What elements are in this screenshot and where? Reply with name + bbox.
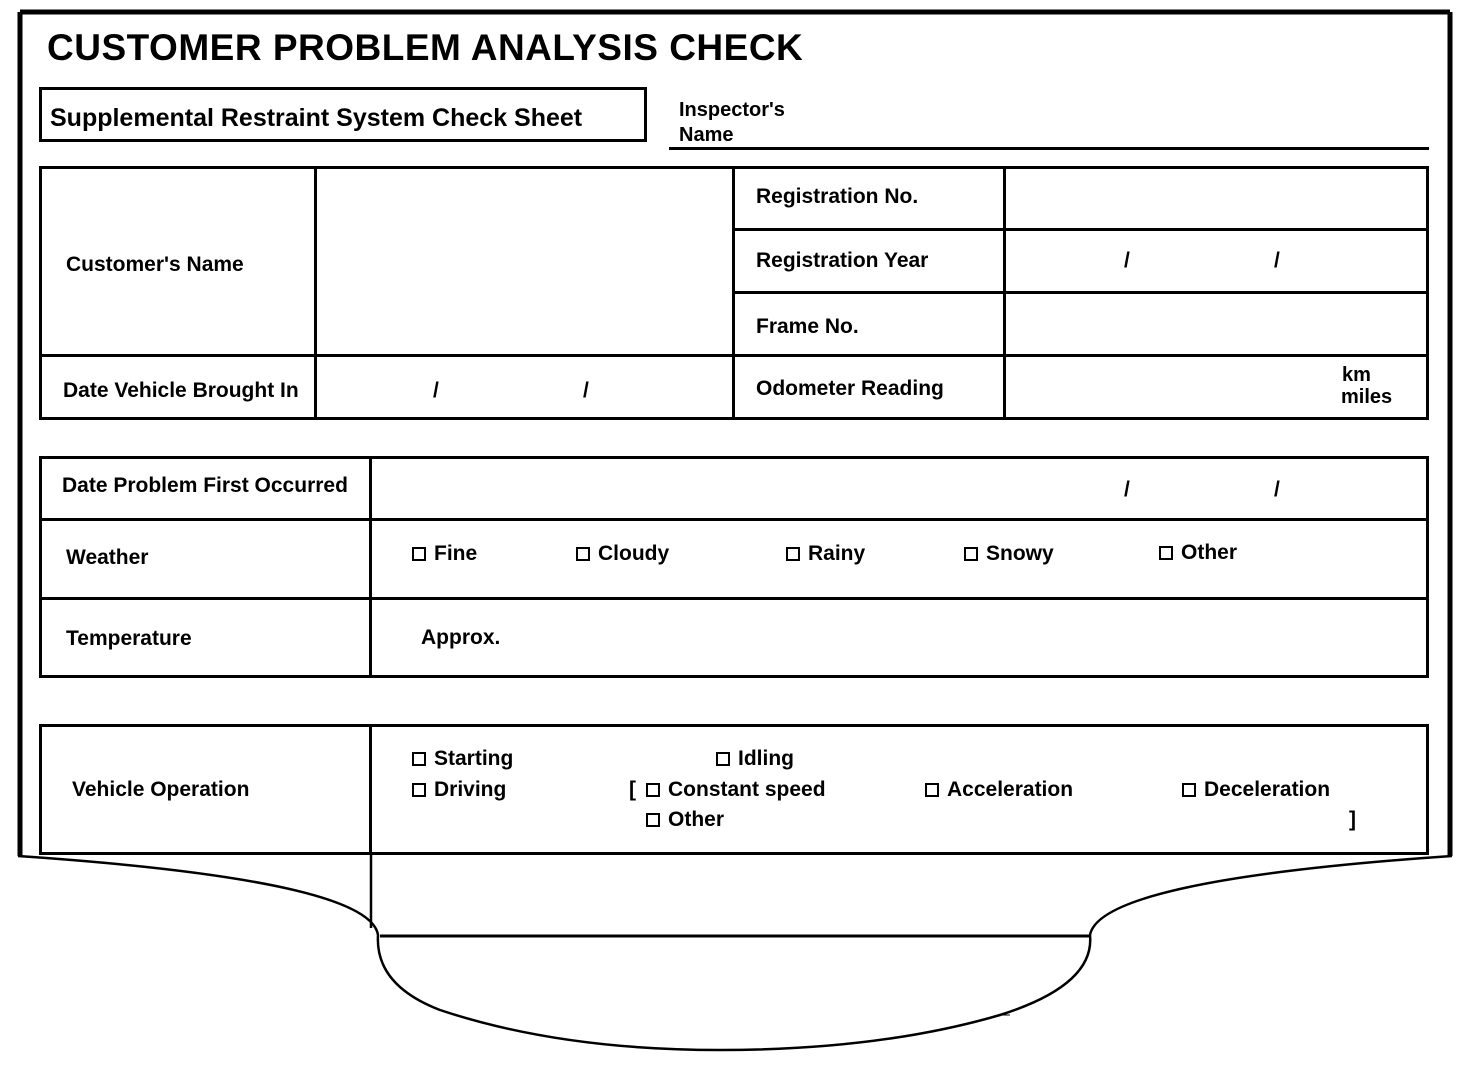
- subtitle: Supplemental Restraint System Check Sheet: [50, 104, 583, 132]
- option-label: Constant speed: [668, 778, 826, 801]
- unit-km: km: [1342, 364, 1371, 386]
- registration-year-label: Registration Year: [756, 249, 929, 272]
- registration-no-field[interactable]: [1007, 169, 1427, 227]
- divider: [39, 852, 1429, 855]
- date-first-occurred-label: Date Problem First Occurred: [62, 474, 348, 497]
- checkbox-icon: [576, 547, 590, 561]
- inspector-label-2: Name: [679, 124, 734, 146]
- checkbox-icon: [1159, 546, 1173, 560]
- divider: [733, 291, 1429, 294]
- divider: [1426, 724, 1429, 855]
- inspector-label-1: Inspector's: [679, 99, 785, 121]
- operation-other-checkbox[interactable]: [646, 808, 724, 832]
- option-label: Starting: [434, 747, 514, 770]
- option-label: Deceleration: [1204, 778, 1331, 801]
- frame-no-field[interactable]: [1007, 295, 1427, 353]
- checkbox-icon: [925, 783, 939, 797]
- constant-speed-checkbox[interactable]: [646, 778, 826, 802]
- date-separator: /: [583, 379, 589, 402]
- temperature-prefix: Approx.: [421, 626, 501, 649]
- option-label: Driving: [434, 778, 507, 801]
- divider: [39, 724, 1429, 727]
- checkbox-icon: [964, 547, 978, 561]
- starting-checkbox[interactable]: [412, 747, 513, 771]
- option-label: Other: [1181, 541, 1238, 564]
- checkbox-icon: [412, 783, 426, 797]
- date-separator: /: [1274, 249, 1280, 272]
- deceleration-checkbox[interactable]: [1182, 778, 1330, 802]
- date-separator: /: [1124, 249, 1130, 272]
- customer-name-field[interactable]: [318, 169, 731, 353]
- checkbox-icon: [646, 783, 660, 797]
- divider: [369, 724, 372, 855]
- checkbox-icon: [786, 547, 800, 561]
- divider: [733, 228, 1429, 231]
- option-label: Snowy: [986, 542, 1054, 565]
- vehicle-operation-label: Vehicle Operation: [72, 778, 250, 801]
- date-separator: /: [1124, 478, 1130, 501]
- divider: [314, 166, 317, 420]
- option-label: Other: [668, 808, 725, 831]
- checkbox-icon: [716, 752, 730, 766]
- date-brought-in-label: Date Vehicle Brought In: [63, 379, 299, 402]
- temperature-label: Temperature: [66, 627, 192, 650]
- registration-no-label: Registration No.: [756, 185, 919, 208]
- checkbox-icon: [412, 547, 426, 561]
- idling-checkbox[interactable]: [716, 747, 794, 771]
- driving-checkbox[interactable]: [412, 778, 506, 802]
- option-label: Acceleration: [947, 778, 1074, 801]
- weather-fine-checkbox[interactable]: [412, 542, 477, 566]
- weather-cloudy-checkbox[interactable]: [576, 542, 669, 566]
- divider: [39, 597, 1429, 600]
- customer-name-label: Customer's Name: [66, 253, 244, 276]
- date-separator: /: [1274, 478, 1280, 501]
- odometer-label: Odometer Reading: [756, 377, 944, 400]
- weather-label: Weather: [66, 546, 149, 569]
- date-separator: /: [433, 379, 439, 402]
- bracket-close: ]: [1349, 808, 1356, 831]
- divider: [369, 456, 372, 678]
- form-title: CUSTOMER PROBLEM ANALYSIS CHECK: [47, 27, 804, 68]
- checkbox-icon: [412, 752, 426, 766]
- weather-other-checkbox[interactable]: [1159, 541, 1237, 565]
- option-label: Idling: [738, 747, 794, 770]
- frame-no-label: Frame No.: [756, 315, 859, 338]
- checkbox-icon: [646, 813, 660, 827]
- bracket-open: [: [629, 778, 636, 801]
- divider: [39, 518, 1429, 521]
- weather-snowy-checkbox[interactable]: [964, 542, 1054, 566]
- option-label: Rainy: [808, 542, 866, 565]
- divider: [39, 724, 42, 855]
- option-label: Cloudy: [598, 542, 670, 565]
- unit-miles: miles: [1341, 386, 1393, 408]
- acceleration-checkbox[interactable]: [925, 778, 1073, 802]
- option-label: Fine: [434, 542, 478, 565]
- weather-rainy-checkbox[interactable]: [786, 542, 865, 566]
- inspector-name-field[interactable]: [669, 147, 1429, 150]
- divider: [39, 354, 1429, 357]
- checkbox-icon: [1182, 783, 1196, 797]
